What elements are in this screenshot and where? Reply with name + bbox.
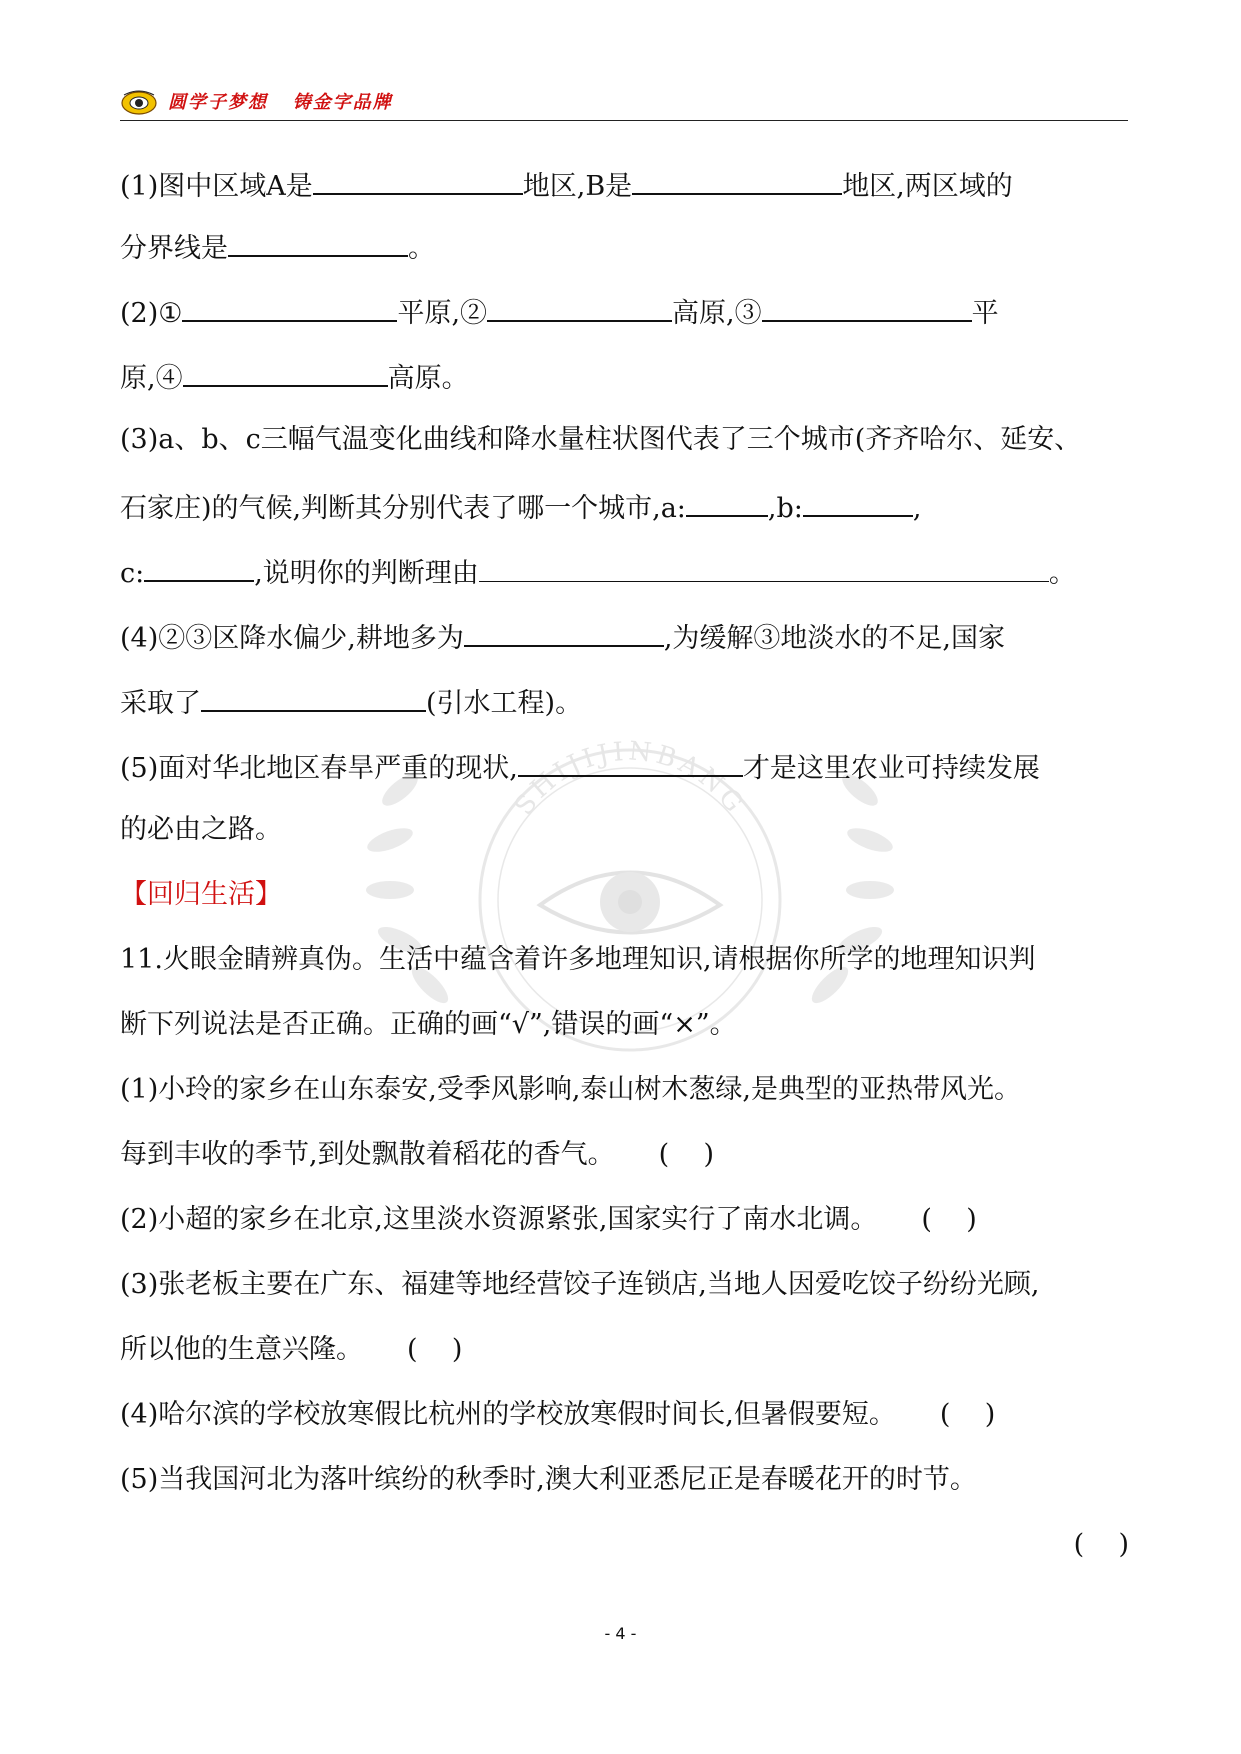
answer-paren-item-3[interactable]: ( )	[407, 1334, 463, 1365]
question-10-part-1-line-2: 分界线是 。	[120, 225, 435, 265]
question-10-part-2-line-1: (2)① 平原,② 高原,③ 平	[120, 290, 999, 330]
answer-paren-item-4[interactable]: ( )	[939, 1399, 996, 1430]
answer-paren-item-2[interactable]: ( )	[921, 1204, 977, 1235]
answer-blank-region-a[interactable]	[313, 163, 523, 195]
answer-paren-item-1[interactable]: ( )	[658, 1139, 714, 1170]
question-10-part-3-line-3: c: ,说明你的判断理由 。	[120, 550, 1076, 590]
answer-blank-boundary[interactable]	[228, 225, 408, 257]
question-10-part-1-line-1: (1)图中区域A是 地区,B是 地区,两区域的	[120, 163, 1013, 203]
answer-blank-farmland-type[interactable]	[464, 615, 664, 647]
question-10-part-4-line-1: (4)②③区降水偏少,耕地多为 ,为缓解③地淡水的不足,国家	[120, 615, 1005, 655]
question-11-item-5-answer-line	[1074, 1525, 1129, 1565]
answer-paren-item-5[interactable]: ( )	[1073, 1529, 1129, 1560]
answer-blank-reason[interactable]	[479, 551, 1049, 582]
section-heading: 【回归生活】	[120, 879, 282, 910]
question-10-part-3-line-1: (3)a、b、c三幅气温变化曲线和降水量柱状图代表了三个城市(齐齐哈尔、延安、	[120, 424, 1082, 455]
question-11-item-5: (5)当我国河北为落叶缤纷的秋季时,澳大利亚悉尼正是春暖花开的时节。	[120, 1464, 977, 1495]
answer-blank-plateau-4[interactable]	[183, 355, 388, 387]
answer-blank-city-a[interactable]	[686, 485, 768, 517]
answer-blank-plain-1[interactable]	[182, 290, 397, 322]
question-11-item-1-line-2: 每到丰收的季节,到处飘散着稻花的香气。 ( )	[120, 1135, 714, 1175]
question-11-item-3-line-2: 所以他的生意兴隆。 ( )	[120, 1330, 462, 1370]
question-11-stem-line-2: 断下列说法是否正确。正确的画“√”,错误的画“×”。	[120, 1009, 737, 1040]
answer-blank-water-project[interactable]	[201, 680, 426, 712]
answer-blank-city-b[interactable]	[803, 485, 913, 517]
question-11-stem-line-1: 11.火眼金睛辨真伪。生活中蕴含着许多地理知识,请根据你所学的地理知识判	[120, 944, 1036, 975]
header-divider	[120, 120, 1128, 121]
watermark-text: SHIJIJINBANG	[509, 736, 751, 821]
question-10-part-3-line-2: 石家庄)的气候,判断其分别代表了哪一个城市,a: ,b: ,	[120, 485, 921, 525]
question-10-part-2-line-2: 原,④ 高原。	[120, 355, 469, 395]
answer-blank-agriculture-path[interactable]	[518, 745, 743, 777]
question-10-part-4-line-2: 采取了 (引水工程)。	[120, 680, 582, 720]
question-11-item-2: (2)小超的家乡在北京,这里淡水资源紧张,国家实行了南水北调。 ( )	[120, 1200, 977, 1240]
question-10-part-5-line-2: 的必由之路。	[120, 814, 282, 845]
answer-blank-plain-3[interactable]	[762, 290, 972, 322]
page-number: - 4 -	[604, 1624, 637, 1643]
publisher-logo-icon	[120, 86, 158, 116]
question-11-item-3-line-1: (3)张老板主要在广东、福建等地经营饺子连锁店,当地人因爱吃饺子纷纷光顾,	[120, 1269, 1040, 1300]
question-11-item-4: (4)哈尔滨的学校放寒假比杭州的学校放寒假时间长,但暑假要短。 ( )	[120, 1395, 995, 1435]
question-10-part-5-line-1: (5)面对华北地区春旱严重的现状, 才是这里农业可持续发展	[120, 745, 1040, 785]
answer-blank-city-c[interactable]	[144, 550, 254, 582]
header-slogan: 圆学子梦想 铸金字品牌	[168, 92, 393, 113]
page-header	[120, 82, 1128, 118]
question-11-item-1-line-1: (1)小玲的家乡在山东泰安,受季风影响,泰山树木葱绿,是典型的亚热带风光。	[120, 1074, 1021, 1105]
answer-blank-plateau-2[interactable]	[487, 290, 672, 322]
answer-blank-region-b[interactable]	[632, 163, 842, 195]
